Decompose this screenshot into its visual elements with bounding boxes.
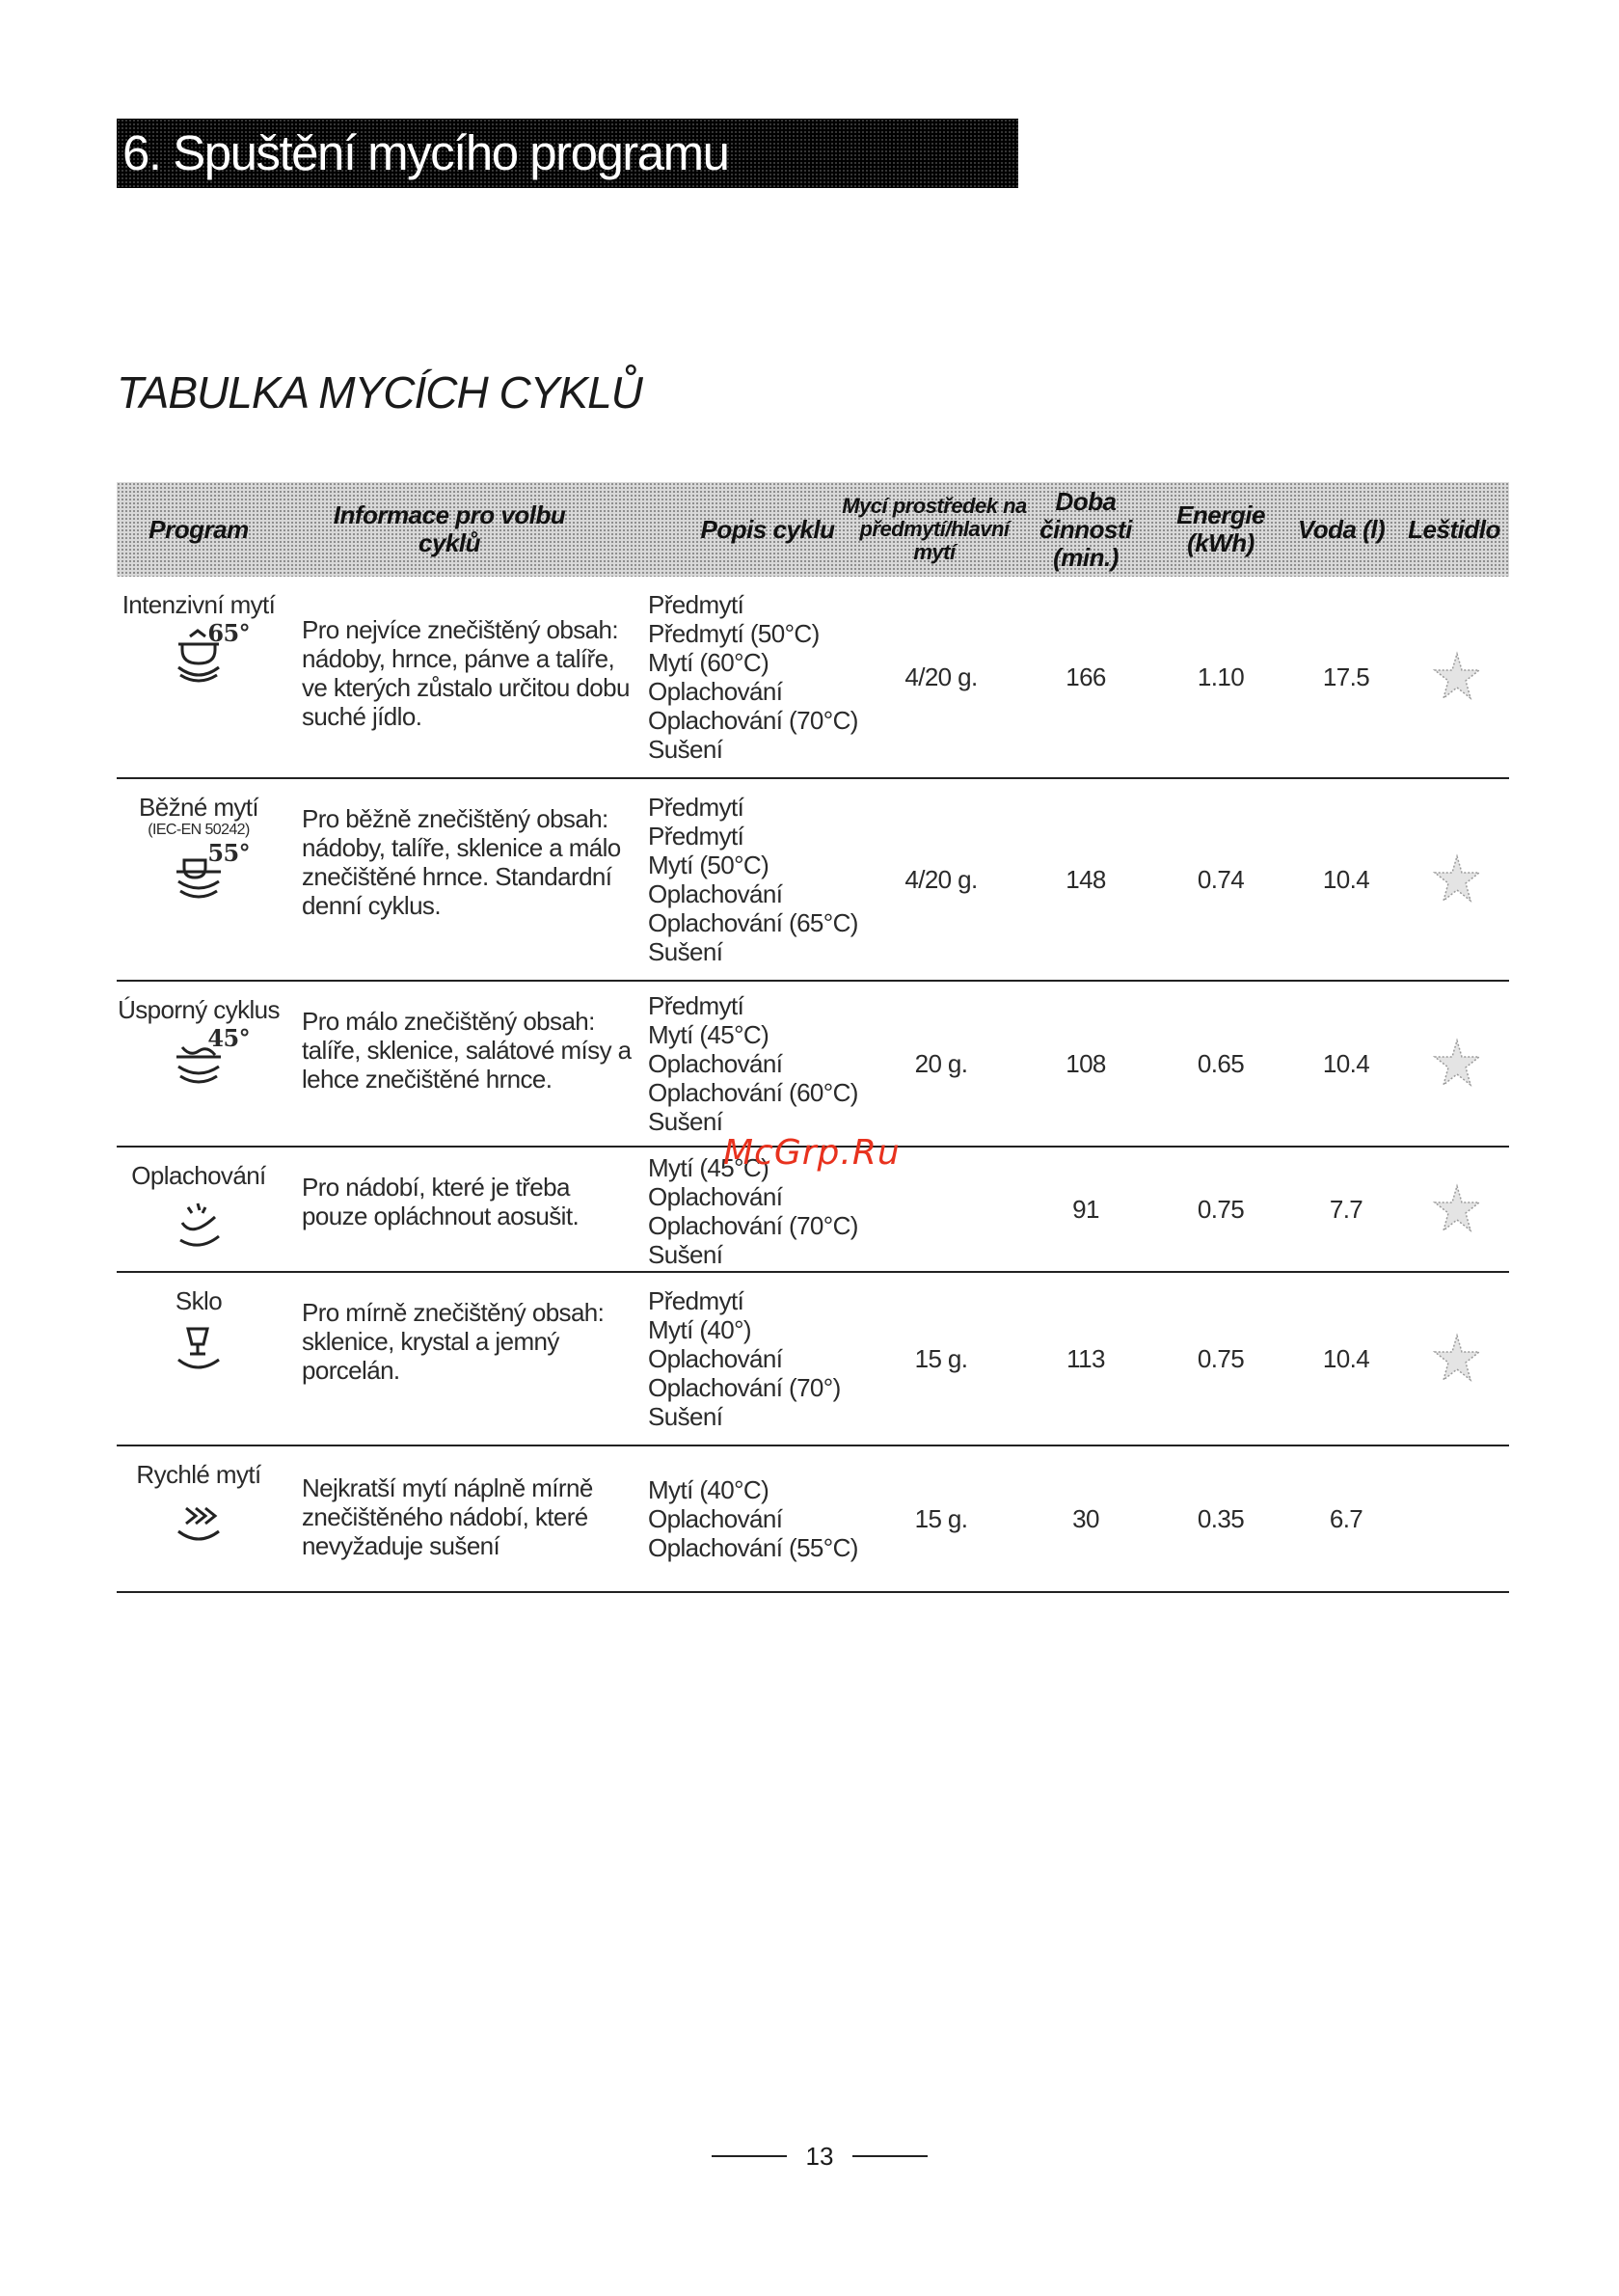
- eco-wash-icon: [165, 1024, 250, 1092]
- header-duration: Doba činnosti (min.): [1039, 486, 1132, 572]
- cycle-water: 10.4: [1322, 865, 1370, 894]
- cycle-info: Pro běžně znečištěný obsah: nádoby, talíře, sklenice a málo znečištěné hrnce. Standardní denní cyklus.: [302, 804, 621, 920]
- program-name: Intenzivní mytí: [121, 590, 276, 619]
- cycle-step: Předmytí: [648, 822, 744, 851]
- cycle-step: Předmytí: [648, 590, 744, 619]
- page-number: 13: [805, 2141, 834, 2171]
- cycle-step: Předmytí (50°C): [648, 619, 820, 648]
- table-header: [117, 482, 1509, 577]
- program-cell: [117, 995, 281, 1092]
- program-temperature: 45°: [207, 1024, 250, 1052]
- table-row: [117, 1446, 1509, 1593]
- rinse-aid-star-icon: [1409, 852, 1505, 912]
- header-energy: Energie (kWh): [1176, 500, 1265, 557]
- cycle-water: 10.4: [1322, 1344, 1370, 1373]
- header-rinse-aid: Leštidlo: [1408, 514, 1500, 544]
- cycle-step: Mytí (60°C): [648, 648, 769, 677]
- program-cell: [117, 590, 281, 687]
- watermark: McGrp.Ru: [723, 1133, 901, 1173]
- cycle-info: Pro mírně znečištěný obsah: sklenice, krystal a jemný porcelán.: [302, 1298, 605, 1385]
- page-footer: [675, 2137, 964, 2175]
- table-row: [117, 982, 1509, 1148]
- cycle-energy: 0.74: [1197, 865, 1245, 894]
- cycle-step: Předmytí: [648, 1286, 744, 1315]
- program-name: Úsporný cyklus: [118, 995, 280, 1024]
- header-program: Program: [148, 514, 249, 544]
- cycle-step: Předmytí: [648, 793, 744, 822]
- table-row: [117, 1273, 1509, 1446]
- cycle-step: Sušení: [648, 735, 723, 764]
- cycle-water: 10.4: [1322, 1049, 1370, 1078]
- cycle-step: Oplachování (70°C): [648, 1211, 858, 1240]
- cycle-duration: 30: [1072, 1504, 1099, 1533]
- program-cell: [117, 1161, 281, 1257]
- cycle-duration: 113: [1066, 1344, 1105, 1373]
- cycle-water: 17.5: [1322, 662, 1370, 691]
- program-temperature: 55°: [207, 839, 250, 867]
- header-desc: Popis cyklu: [700, 514, 835, 544]
- cycle-step: Mytí (45°C): [648, 1020, 769, 1049]
- cycle-step: Oplachování: [648, 879, 783, 908]
- detergent-amount: 15 g.: [914, 1504, 968, 1533]
- cycle-info: Pro málo znečištěný obsah: talíře, sklenice, salátové mísy a lehce znečištěné hrnce.: [302, 1007, 632, 1094]
- table-title: TABULKA MYCÍCH CYKLŮ: [117, 367, 642, 418]
- cycle-step: Sušení: [648, 1107, 723, 1136]
- cycle-duration: 91: [1072, 1195, 1099, 1224]
- wash-cycle-table: [117, 482, 1509, 1593]
- cycle-energy: 0.65: [1197, 1049, 1245, 1078]
- cycle-step: Oplachování: [648, 1049, 783, 1078]
- header-detergent: Mycí prostředek na předmytí/hlavní mytí: [842, 494, 1027, 564]
- program-cell: [117, 1460, 281, 1556]
- rinse-aid-star-icon: [1409, 650, 1505, 710]
- program-standard: (IEC-EN 50242): [148, 822, 250, 838]
- header-water: Voda (l): [1297, 514, 1386, 544]
- section-title: 6. Spuštění mycího programu: [117, 119, 1018, 188]
- rinse-aid-star-icon: [1409, 1332, 1505, 1391]
- quick-wash-icon: [165, 1493, 232, 1556]
- header-info: Informace pro volbu cyklů: [333, 500, 566, 557]
- cycle-info: Pro nádobí, které je třeba pouze opláchnout aosušit.: [302, 1173, 580, 1230]
- cup-plate-wash-icon: [165, 839, 250, 906]
- detergent-amount: 4/20 g.: [904, 865, 978, 894]
- cycle-step: Oplachování (60°C): [648, 1078, 858, 1107]
- rinse-aid-star-icon: [1409, 1037, 1505, 1096]
- table-row: [117, 577, 1509, 779]
- program-name: Běžné mytí: [138, 793, 259, 822]
- cycle-step: Oplachování (70°C): [648, 706, 858, 735]
- cycle-duration: 166: [1066, 662, 1106, 691]
- cycle-step: Sušení: [648, 1402, 723, 1431]
- detergent-amount: 4/20 g.: [904, 662, 978, 691]
- program-cell: [117, 793, 281, 906]
- cycle-water: 7.7: [1329, 1195, 1363, 1224]
- cycle-step: Mytí (45°C): [648, 1153, 769, 1182]
- pot-wash-icon: [165, 619, 250, 687]
- cycle-water: 6.7: [1329, 1504, 1363, 1533]
- footer-dash-left: [712, 2155, 787, 2157]
- cycle-step: Mytí (50°C): [648, 851, 769, 879]
- program-name: Sklo: [175, 1286, 223, 1315]
- program-name: Rychlé mytí: [136, 1460, 261, 1489]
- cycle-step: Oplachování: [648, 677, 783, 706]
- detergent-amount: 15 g.: [914, 1344, 968, 1373]
- cycle-step: Předmytí: [648, 991, 744, 1020]
- program-temperature: 65°: [207, 619, 250, 647]
- program-name: Oplachování: [131, 1161, 266, 1190]
- cycle-energy: 0.35: [1197, 1504, 1245, 1533]
- cycle-step: Oplachování: [648, 1504, 783, 1533]
- cycle-step: Oplachování: [648, 1344, 783, 1373]
- cycle-step: Mytí (40°C): [648, 1475, 769, 1504]
- cycle-duration: 148: [1066, 865, 1106, 894]
- cycle-energy: 1.10: [1197, 662, 1245, 691]
- cycle-energy: 0.75: [1197, 1344, 1245, 1373]
- cycle-step: Sušení: [648, 1240, 723, 1269]
- glass-wash-icon: [165, 1319, 232, 1383]
- cycle-step: Oplachování (65°C): [648, 908, 858, 937]
- cycle-duration: 108: [1066, 1049, 1106, 1078]
- cycle-info: Pro nejvíce znečištěný obsah: nádoby, hrnce, pánve a talíře, ve kterých zůstalo určitou dobu suché jídlo.: [302, 615, 630, 731]
- footer-dash-right: [852, 2155, 928, 2157]
- rinse-icon: [165, 1194, 232, 1257]
- cycle-info: Nejkratší mytí náplně mírně znečištěného nádobí, které nevyžaduje sušení: [302, 1473, 593, 1560]
- program-cell: [117, 1286, 281, 1383]
- rinse-aid-star-icon: [1409, 1182, 1505, 1242]
- cycle-step: Oplachování: [648, 1182, 783, 1211]
- detergent-amount: 20 g.: [914, 1049, 968, 1078]
- cycle-step: Oplachování (55°C): [648, 1533, 858, 1562]
- cycle-step: Mytí (40°): [648, 1315, 751, 1344]
- cycle-step: Sušení: [648, 937, 723, 966]
- table-row: [117, 779, 1509, 982]
- cycle-energy: 0.75: [1197, 1195, 1245, 1224]
- cycle-step: Oplachování (70°): [648, 1373, 841, 1402]
